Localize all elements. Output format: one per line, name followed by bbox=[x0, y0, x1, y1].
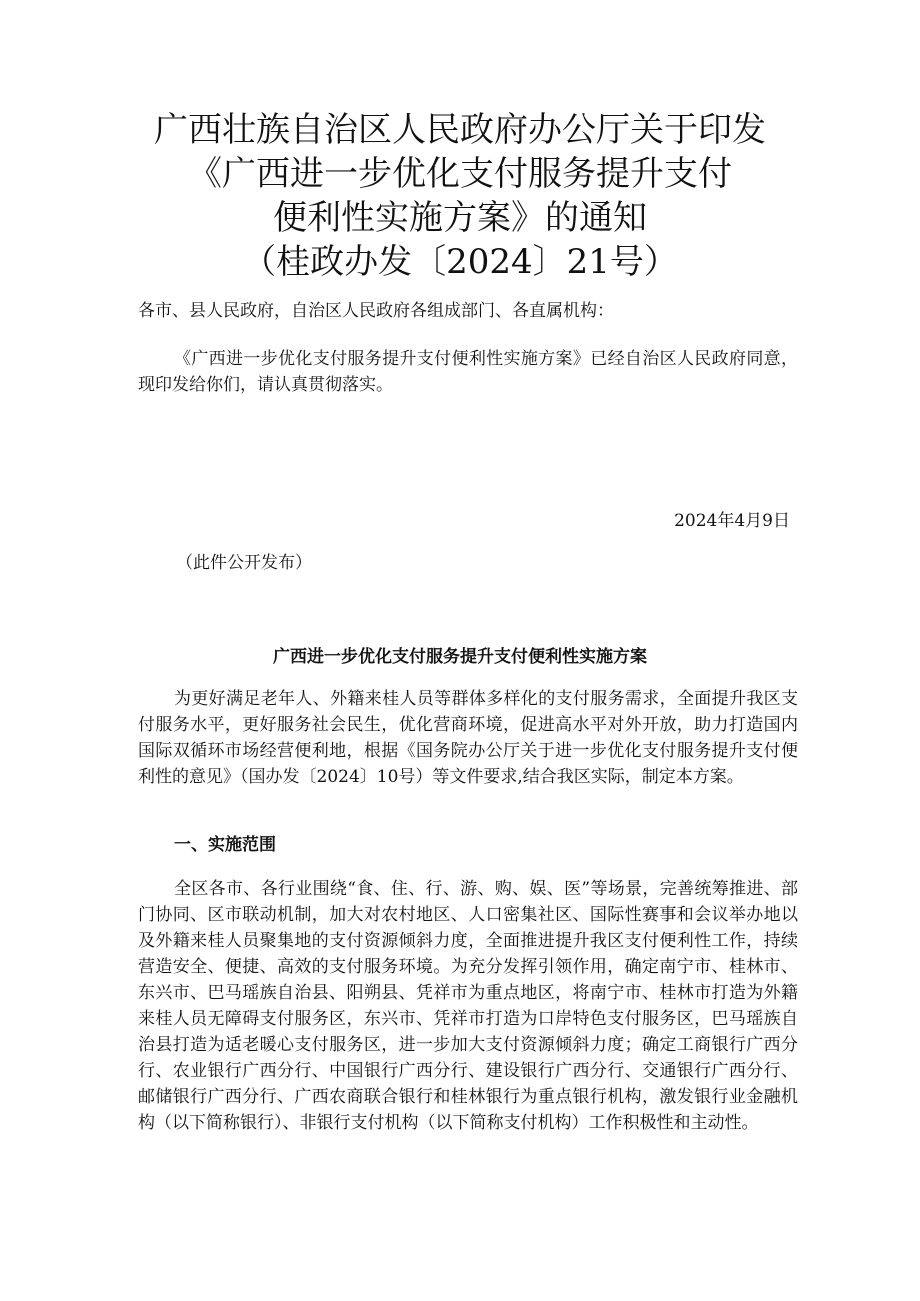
notice-title-line-1: 广西壮族自治区人民政府办公厅关于印发 bbox=[154, 110, 766, 150]
intro-paragraph: 《广西进一步优化支付服务提升支付便利性实施方案》已经自治区人民政府同意，现印发给你们，请认真贯彻落实。 bbox=[138, 349, 798, 395]
scope-paragraph: 全区各市、各行业围绕“食、住、行、游、购、娱、医”等场景，完善统筹推进、部门协同、区市联动机制，加大对农村地区、人口密集社区、国际性赛事和会议举办地以及外籍来桂人员聚集地的支付资源倾斜力度，全面推进提升我区支付便利性工作，持续营造安全、便捷、高效的支付服务环境。为充分发挥引领作用，确定南宁市、桂林市、东兴市、巴马瑶族自治县、阳朔县、凭祥市为重点地区，将南宁市、桂林市打造为外籍来桂人员无障碍支付服务区，东兴市、凭祥市打造为口岸特色支付服务区，巴马瑶族自治县打造为适老暖心支付服务区，进一步加大支付资源倾斜力度；确定工商银行广西分行、农业银行广西分行、中国银行广西分行、建设银行广西分行、交通银行广西分行、邮储银行广西分行、广西农商联合银行和桂林银行为重点银行机构，激发银行业金融机构（以下简称银行）、非银行支付机构（以下简称支付机构）工作积极性和主动性。 bbox=[138, 879, 798, 1133]
addressee-line: 各市、县人民政府，自治区人民政府各组成部门、各直属机构： bbox=[138, 301, 614, 321]
notice-title-line-3: 便利性实施方案》的通知 bbox=[273, 198, 647, 238]
issue-date: 2024年4月9日 bbox=[674, 511, 790, 531]
notice-title-line-2: 《广西进一步优化支付服务提升支付 bbox=[188, 154, 732, 194]
purpose-paragraph: 为更好满足老年人、外籍来桂人员等群体多样化的支付服务需求，全面提升我区支付服务水平，更好服务社会民生，优化营商环境，促进高水平对外开放，助力打造国内国际双循环市场经营便利地，根据《国务院办公厅关于进一步优化支付服务提升支付便利性的意见》（国办发〔2024〕10号）等文件要求,结合我区实际，制定本方案。 bbox=[138, 689, 798, 787]
section-heading-scope: 一、实施范围 bbox=[174, 835, 276, 855]
publication-note: （此件公开发布） bbox=[176, 553, 312, 573]
plan-title: 广西进一步优化支付服务提升支付便利性实施方案 bbox=[273, 647, 647, 667]
notice-title bbox=[120, 108, 800, 284]
notice-document-number: （桂政办发〔2024〕21号） bbox=[242, 242, 678, 282]
